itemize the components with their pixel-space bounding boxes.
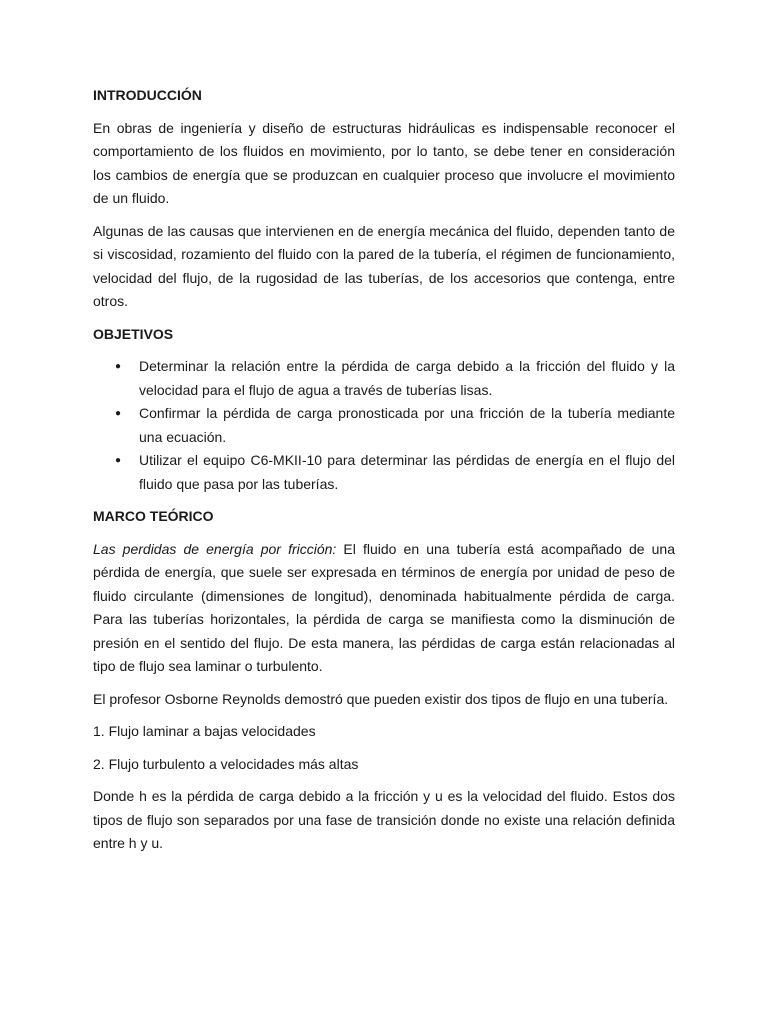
list-item bbox=[93, 402, 675, 449]
theory-paragraph-3: Donde h es la pérdida de carga debido a la fricción y u es la velocidad del fluido. Estos dos tipos de flujo son separados por una fase de transición donde no existe una relación definida entre h y u. bbox=[93, 788, 675, 851]
objective-text-2: Confirmar la pérdida de carga pronosticada por una fricción de la tubería mediante una ecuación. bbox=[139, 405, 675, 445]
document-page bbox=[93, 84, 675, 865]
intro-paragraph-1: En obras de ingeniería y diseño de estructuras hidráulicas es indispensable reconocer el comportamiento de los fluidos en movimiento, por lo tanto, se debe tener en consideración los cambios de energía que se produzcan en cualquier proceso que involucre el movimiento de un fluido. bbox=[93, 119, 675, 206]
bullet-icon: ● bbox=[115, 361, 122, 372]
bullet-icon: ● bbox=[115, 455, 122, 466]
objectives-heading: OBJETIVOS bbox=[93, 325, 174, 342]
theory-definition: El fluido en una tubería está acompañado de una pérdida de energía, que suele ser expresada en términos de energía por unidad de peso de fluido circulante (dimensiones de longitud), denominada habitualmente pérdida de carga. Para las tuberías horizontales, la pérdida de carga se manifiesta como la disminución de presión en el sentido del flujo. De esta manera, las pérdidas de carga están relacionadas al tipo de flujo sea laminar o turbulento. bbox=[93, 540, 675, 674]
theory-term: Las perdidas de energía por fricción: bbox=[93, 540, 337, 557]
objective-text-3: Utilizar el equipo C6-MKII-10 para determinar las pérdidas de energía en el flujo del fluido que pasa por las tuberías. bbox=[139, 452, 675, 492]
objectives-list bbox=[93, 355, 675, 496]
theory-paragraph-2: El profesor Osborne Reynolds demostró que pueden existir dos tipos de flujo en una tubería. bbox=[93, 690, 669, 707]
flow-type-2: 2. Flujo turbulento a velocidades más altas bbox=[93, 755, 359, 772]
theory-paragraph-1 bbox=[93, 538, 675, 679]
intro-heading: INTRODUCCIÓN bbox=[93, 87, 202, 103]
list-item bbox=[93, 449, 675, 496]
flow-type-1: 1. Flujo laminar a bajas velocidades bbox=[93, 723, 316, 739]
theory-heading: MARCO TEÓRICO bbox=[93, 508, 214, 524]
objective-text-1: Determinar la relación entre la pérdida de carga debido a la fricción del fluido y la velocidad para el flujo de agua a través de tuberías lisas. bbox=[139, 358, 675, 398]
bullet-icon: ● bbox=[115, 408, 122, 419]
list-item bbox=[93, 355, 675, 402]
intro-paragraph-2: Algunas de las causas que intervienen en de energía mecánica del fluido, dependen tanto de si viscosidad, rozamiento del fluido con la pared de la tubería, el régimen de funcionamiento, velocidad del flujo, de la rugosidad de las tuberías, de los accesorios que contenga, entre otros. bbox=[93, 222, 675, 309]
